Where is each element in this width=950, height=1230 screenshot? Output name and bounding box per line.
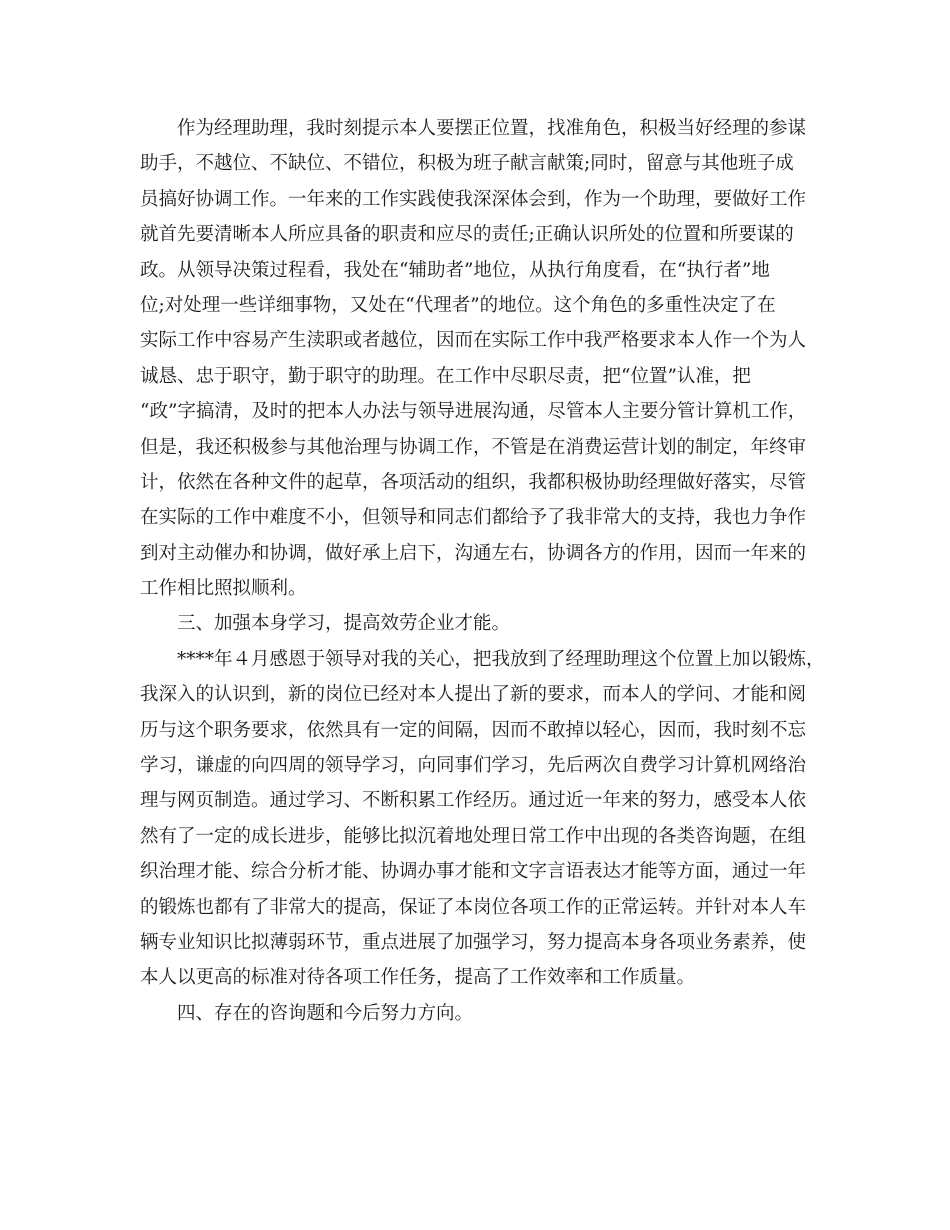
text-line: ****年４月感恩于领导对我的关心，把我放到了经理助理这个位置上加以锻炼， xyxy=(177,648,825,670)
text-line: 然有了一定的成长进步，能够比拟沉着地处理日常工作中出现的各类咨询题，在组 xyxy=(140,825,807,847)
text-line: 员搞好协调工作。一年来的工作实践使我深深体会到，作为一个助理，要做好工作 xyxy=(140,188,807,210)
text-line: 辆专业知识比拟薄弱环节，重点进展了加强学习，努力提高本身各项业务素养，使 xyxy=(140,931,807,953)
text-line: 但是，我还积极参与其他治理与协调工作，不管是在消费运营计划的制定，年终审 xyxy=(140,436,807,458)
text-line: “政”字搞清，及时的把本人办法与领导进展沟通，尽管本人主要分管计算机工作， xyxy=(140,401,807,423)
section-heading: 四、存在的咨询题和今后努力方向。 xyxy=(177,1002,474,1024)
text-line: 我深入的认识到，新的岗位已经对本人提出了新的要求，而本人的学问、才能和阅 xyxy=(140,684,807,706)
text-line: 工作相比照拟顺利。 xyxy=(140,578,307,600)
text-line: 政。从领导决策过程看，我处在“辅助者”地位，从执行角度看，在“执行者”地 xyxy=(140,259,770,281)
text-line: 位;对处理一些详细事物，又处在“代理者”的地位。这个角色的多重性决定了在 xyxy=(140,294,776,316)
text-line: 实际工作中容易产生渎职或者越位，因而在实际工作中我严格要求本人作一个为人 xyxy=(140,330,807,352)
text-line: 学习，谦虚的向四周的领导学习，向同事们学习，先后两次自费学习计算机网络治 xyxy=(140,755,807,777)
text-line: 计，依然在各种文件的起草，各项活动的组织，我都积极协助经理做好落实，尽管 xyxy=(140,471,807,493)
text-line: 本人以更高的标准对待各项工作任务，提高了工作效率和工作质量。 xyxy=(140,967,696,989)
text-line: 就首先要清晰本人所应具备的职责和应尽的责任;正确认识所处的位置和所要谋的 xyxy=(140,224,794,246)
text-line: 诚恳、忠于职守，勤于职守的助理。在工作中尽职尽责，把“位置”认准，把 xyxy=(140,365,751,387)
text-line: 织治理才能、综合分析才能、协调办事才能和文字言语表达才能等方面，通过一年 xyxy=(140,861,807,883)
text-line: 作为经理助理，我时刻提示本人要摆正位置，找准角色，积极当好经理的参谋 xyxy=(177,118,807,139)
text-line: 到对主动催办和协调，做好承上启下，沟通左右，协调各方的作用，因而一年来的 xyxy=(140,542,807,564)
text-line: 历与这个职务要求，依然具有一定的间隔，因而不敢掉以轻心，因而，我时刻不忘 xyxy=(140,719,807,741)
text-line: 助手，不越位、不缺位、不错位，积极为班子献言献策;同时，留意与其他班子成 xyxy=(140,153,794,175)
document-body xyxy=(140,111,830,1031)
section-heading: 三、加强本身学习，提高效劳企业才能。 xyxy=(177,613,511,635)
text-line: 理与网页制造。通过学习、不断积累工作经历。通过近一年来的努力，感受本人依 xyxy=(140,790,807,812)
text-line: 在实际的工作中难度不小，但领导和同志们都给予了我非常大的支持，我也力争作 xyxy=(140,507,807,529)
text-line: 的锻炼也都有了非常大的提高，保证了本岗位各项工作的正常运转。并针对本人车 xyxy=(140,896,807,918)
